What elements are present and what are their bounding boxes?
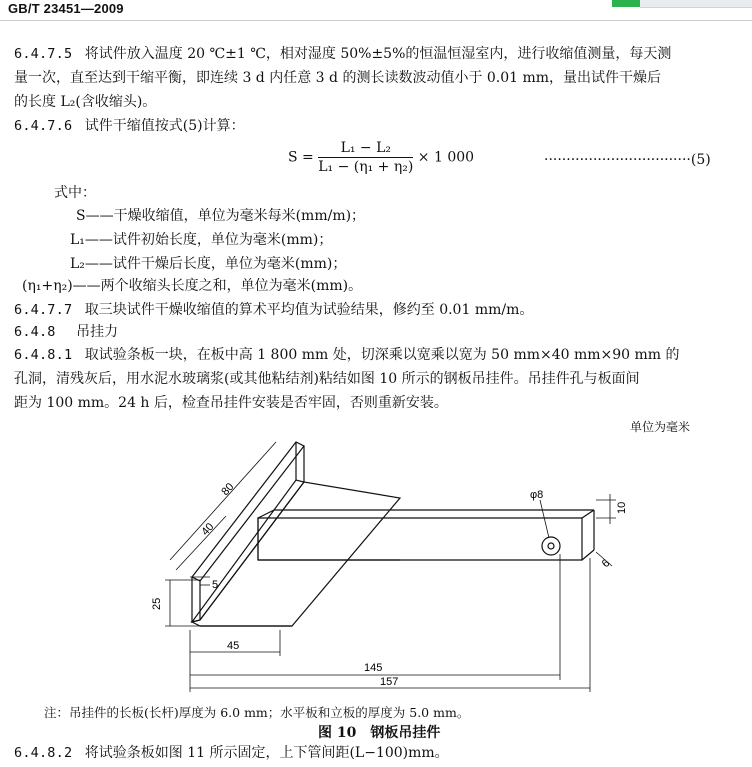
long-bar xyxy=(258,518,582,560)
figure-unit-label: 单位为毫米 xyxy=(630,420,691,434)
section-number: 6.4.7.5 xyxy=(14,46,73,62)
section-number: 6.4.7.6 xyxy=(14,118,73,134)
paragraph-text: 将试件放入温度 20 ℃±1 ℃，相对湿度 50%±5%的恒温恒湿室内，进行收缩值测量，每天测 xyxy=(84,46,672,62)
where-item: (η₁+η₂)——两个收缩头长度之和，单位为毫米(mm)。 xyxy=(22,278,363,294)
para-6482 xyxy=(14,745,449,761)
dim-80: 80 xyxy=(219,480,237,499)
dim-5: 5 xyxy=(212,579,219,591)
header-divider xyxy=(0,20,752,21)
figure-note: 注：吊挂件的长板(长杆)厚度为 6.0 mm；水平板和立板的厚度为 5.0 mm。 xyxy=(44,705,470,720)
paragraph-text: 取试验条板一块，在板中高 1 800 mm 处，切深乘以宽乘以宽为 50 mm×40 mm×90 mm 的 xyxy=(84,347,680,363)
dim-25: 25 xyxy=(151,597,163,610)
dim-6: 6 xyxy=(599,557,613,571)
toolbar-strip xyxy=(640,0,752,8)
dim-10: 10 xyxy=(616,501,628,514)
formula-5 xyxy=(288,140,474,175)
section-number: 6.4.8.2 xyxy=(14,745,73,761)
dim-40: 40 xyxy=(199,520,217,539)
paragraph-text: 将试验条板如图 11 所示固定，上下管间距(L−100)mm。 xyxy=(84,745,449,761)
para-6481-line2: 孔洞，清残灰后，用水泥水玻璃浆(或其他粘结剂)粘结如图 10 所示的钢板吊挂件。吊挂件孔与板面间 xyxy=(14,371,640,387)
para-6475-line3: 的长度 L₂(含收缩头)。 xyxy=(14,94,157,110)
section-number: 6.4.8 xyxy=(14,324,56,340)
dim-phi8: φ8 xyxy=(530,489,544,501)
para-6475-line1 xyxy=(14,46,671,62)
section-number: 6.4.7.7 xyxy=(14,302,73,318)
para-6481-line1 xyxy=(14,347,680,363)
paragraph-text: 取三块试件干燥收缩值的算术平均值为试验结果，修约至 0.01 mm/m。 xyxy=(84,302,534,318)
section-648 xyxy=(14,324,118,340)
formula-lhs: S = xyxy=(288,149,314,166)
where-item: L₁——试件初始长度，单位为毫米(mm)； xyxy=(70,232,333,248)
where-item: S——干燥收缩值，单位为毫米每米(mm/m)； xyxy=(76,208,366,224)
formula-reference: ·································(5) xyxy=(544,152,711,168)
horizontal-plate xyxy=(192,480,304,622)
standard-code: GB/T 23451—2009 xyxy=(8,1,124,16)
formula-denominator: L₁ − (η₁ + η₂) xyxy=(318,159,414,175)
para-6475-line2: 量一次，直至达到干缩平衡，即连续 3 d 内任意 3 d 的测长读数波动值小于 0.01 mm，量出试件干燥后 xyxy=(14,70,662,86)
para-6477 xyxy=(14,302,533,318)
toolbar-indicator xyxy=(612,0,640,7)
where-item: L₂——试件干燥后长度，单位为毫米(mm)； xyxy=(70,256,347,272)
steel-hanger-drawing xyxy=(0,430,752,692)
dim-157: 157 xyxy=(380,676,399,688)
formula-fraction xyxy=(318,140,413,175)
para-6481-line3: 距为 100 mm。24 h 后，检查吊挂件安装是否牢固，否则重新安装。 xyxy=(14,395,448,411)
para-6476 xyxy=(14,118,245,134)
where-title: 式中： xyxy=(54,185,96,201)
dim-45: 45 xyxy=(227,640,240,652)
paragraph-text: 试件干缩值按式(5)计算： xyxy=(84,118,245,134)
section-title: 吊挂力 xyxy=(76,324,119,340)
formula-factor: × 1 000 xyxy=(417,149,475,166)
dim-145: 145 xyxy=(364,662,383,674)
figure-caption: 图 10 钢板吊挂件 xyxy=(318,725,441,741)
formula-numerator: L₁ − L₂ xyxy=(318,140,413,158)
hole xyxy=(542,537,560,555)
horizontal-plate-base xyxy=(192,482,400,626)
section-number: 6.4.8.1 xyxy=(14,347,73,363)
